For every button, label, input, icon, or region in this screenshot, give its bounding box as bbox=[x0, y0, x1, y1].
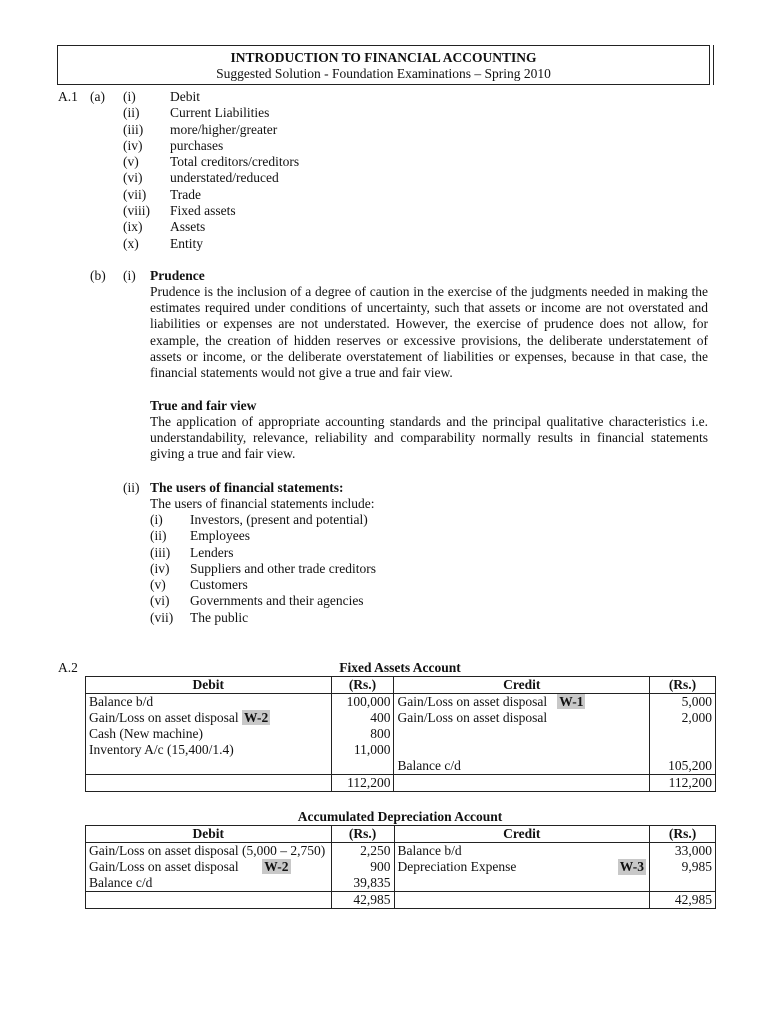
prudence-paragraph: Prudence is the inclusion of a degree of caution in the exercise of the judgments needed in making the estimates required under conditions of uncertainty, such that assets or income are not overstated and liabilities or expenses are not understated. However, the exercise of prudence does not allow, for example, the creation of hidden reserves or excessive provisions, the deliberate understatement of assets or income, or the deliberate overstatement of liabilities or expenses, because in that case, the financial statements would not give a true and fair view. bbox=[150, 284, 708, 381]
table-header-row bbox=[86, 826, 716, 843]
debit-amount: 400 bbox=[331, 710, 394, 726]
list-item-number: (vii) bbox=[123, 186, 147, 202]
list-item bbox=[123, 219, 299, 235]
list-item bbox=[150, 545, 376, 561]
list-item-text: Lenders bbox=[190, 544, 234, 560]
document-subtitle: Suggested Solution - Foundation Examinations – Spring 2010 bbox=[216, 66, 551, 81]
debit-cell: Gain/Loss on asset disposal (5,000 – 2,750) bbox=[86, 843, 332, 860]
table-total-row bbox=[86, 892, 716, 909]
debit-amount: 900 bbox=[331, 859, 394, 875]
accumulated-depreciation-table bbox=[85, 825, 716, 909]
debit-text: Gain/Loss on asset disposal bbox=[89, 859, 239, 874]
list-item-number: (iv) bbox=[123, 137, 143, 153]
list-item-text: more/higher/greater bbox=[170, 121, 278, 137]
table-row bbox=[86, 742, 716, 758]
credit-amount: 2,000 bbox=[650, 710, 716, 726]
list-item bbox=[150, 528, 376, 544]
debit-amount: 100,000 bbox=[331, 694, 394, 711]
list-item bbox=[150, 577, 376, 593]
list-item-text: Total creditors/creditors bbox=[170, 154, 300, 170]
rs-header: (Rs.) bbox=[650, 826, 716, 843]
debit-cell: Balance b/d bbox=[86, 694, 332, 711]
list-item-number: (iv) bbox=[150, 560, 170, 576]
list-item-number: (i) bbox=[123, 89, 136, 104]
document-title: INTRODUCTION TO FINANCIAL ACCOUNTING bbox=[230, 50, 537, 65]
fixed-assets-table bbox=[85, 676, 716, 792]
credit-cell: Balance c/d bbox=[394, 758, 650, 775]
working-tag: W-3 bbox=[619, 859, 645, 874]
document-header bbox=[57, 45, 710, 85]
credit-amount: 5,000 bbox=[650, 694, 716, 711]
list-item bbox=[123, 138, 299, 154]
list-item-text: Suppliers and other trade creditors bbox=[190, 560, 376, 576]
credit-total: 42,985 bbox=[650, 892, 716, 909]
debit-amount: 800 bbox=[331, 726, 394, 742]
list-item-text: Governments and their agencies bbox=[190, 593, 364, 609]
debit-amount: 11,000 bbox=[331, 742, 394, 758]
table-row bbox=[86, 875, 716, 892]
rs-header: (Rs.) bbox=[650, 677, 716, 694]
list-item-number: (v) bbox=[123, 154, 139, 170]
working-tag: W-2 bbox=[244, 710, 269, 725]
list-item bbox=[150, 561, 376, 577]
list-item-number: (vi) bbox=[150, 593, 170, 609]
list-item bbox=[123, 105, 299, 121]
rs-header: (Rs.) bbox=[331, 826, 394, 843]
table-row bbox=[86, 758, 716, 775]
list-item-number: (vi) bbox=[123, 170, 143, 186]
users-list bbox=[150, 512, 376, 626]
list-item bbox=[123, 236, 299, 252]
users-heading: The users of financial statements: bbox=[150, 480, 344, 495]
debit-cell bbox=[86, 859, 332, 875]
list-item-text: Current Liabilities bbox=[170, 105, 270, 121]
true-fair-view-heading: True and fair view bbox=[150, 398, 257, 413]
list-item-number: (iii) bbox=[123, 121, 144, 137]
credit-cell bbox=[394, 694, 650, 711]
list-item-number: (vii) bbox=[150, 609, 174, 625]
true-fair-view-paragraph: The application of appropriate accounting standards and the principal qualitative characteristics i.e. understandability, relevance, reliability and comparability normally results in financial statements giving a true and fair view. bbox=[150, 414, 708, 462]
list-item-number: (ii) bbox=[150, 528, 167, 544]
table-row bbox=[86, 710, 716, 726]
table-header-row bbox=[86, 677, 716, 694]
debit-text: Gain/Loss on asset disposal bbox=[89, 710, 239, 725]
debit-cell bbox=[86, 710, 332, 726]
question-label-a1: A.1 bbox=[58, 89, 78, 104]
credit-amount: 33,000 bbox=[650, 843, 716, 860]
debit-header: Debit bbox=[86, 826, 332, 843]
table-row bbox=[86, 726, 716, 742]
credit-total: 112,200 bbox=[650, 775, 716, 792]
list-item bbox=[123, 187, 299, 203]
credit-amount: 9,985 bbox=[650, 859, 716, 875]
part-a-list bbox=[123, 89, 299, 252]
rs-header: (Rs.) bbox=[331, 677, 394, 694]
list-item bbox=[123, 203, 299, 219]
list-item-text: understated/reduced bbox=[170, 170, 279, 186]
list-item-number: (v) bbox=[150, 577, 166, 593]
list-item-text: Employees bbox=[190, 528, 250, 544]
list-item-text: Entity bbox=[170, 235, 203, 251]
list-item bbox=[123, 89, 299, 105]
debit-amount: 2,250 bbox=[331, 843, 394, 860]
list-item bbox=[123, 170, 299, 186]
question-label-a2: A.2 bbox=[58, 660, 78, 675]
list-item-text: Assets bbox=[170, 219, 206, 235]
debit-cell: Cash (New machine) bbox=[86, 726, 332, 742]
list-item-text: purchases bbox=[170, 137, 224, 153]
users-intro: The users of financial statements include: bbox=[150, 496, 375, 511]
debit-total: 42,985 bbox=[331, 892, 394, 909]
prudence-heading: Prudence bbox=[150, 268, 205, 283]
credit-text: Depreciation Expense bbox=[397, 859, 517, 874]
list-item-text: Investors, (present and potential) bbox=[190, 512, 368, 527]
debit-total: 112,200 bbox=[331, 775, 394, 792]
list-item bbox=[123, 154, 299, 170]
list-item-number: (i) bbox=[150, 512, 163, 527]
table-row bbox=[86, 843, 716, 860]
list-item-number: (ii) bbox=[123, 105, 140, 121]
credit-text: Gain/Loss on asset disposal bbox=[397, 694, 548, 709]
list-item-text: Fixed assets bbox=[170, 203, 236, 219]
table-row bbox=[86, 859, 716, 875]
debit-amount: 39,835 bbox=[331, 875, 394, 892]
part-label-b: (b) bbox=[90, 268, 106, 283]
list-item bbox=[150, 593, 376, 609]
fixed-assets-title: Fixed Assets Account bbox=[339, 660, 461, 675]
list-item bbox=[150, 610, 376, 626]
list-item-text: Debit bbox=[170, 89, 200, 104]
list-item bbox=[123, 122, 299, 138]
list-item-number: (viii) bbox=[123, 203, 150, 219]
list-item-text: The public bbox=[190, 609, 249, 625]
credit-cell: Balance b/d bbox=[394, 843, 650, 860]
table-total-row bbox=[86, 775, 716, 792]
credit-cell: Gain/Loss on asset disposal bbox=[394, 710, 650, 726]
debit-cell: Balance c/d bbox=[86, 875, 332, 892]
list-item bbox=[150, 512, 376, 528]
list-item-text: Trade bbox=[170, 186, 202, 202]
working-tag: W-2 bbox=[264, 859, 289, 874]
credit-cell bbox=[394, 859, 650, 875]
part-label-a: (a) bbox=[90, 89, 105, 104]
list-item-text: Customers bbox=[190, 577, 248, 593]
table-row bbox=[86, 694, 716, 711]
part-b-ii-number: (ii) bbox=[123, 480, 140, 495]
part-b-i-number: (i) bbox=[123, 268, 136, 283]
credit-header: Credit bbox=[394, 826, 650, 843]
accumulated-depreciation-title: Accumulated Depreciation Account bbox=[297, 809, 503, 824]
list-item-number: (ix) bbox=[123, 219, 143, 235]
working-tag: W-1 bbox=[559, 694, 584, 709]
list-item-number: (iii) bbox=[150, 544, 171, 560]
debit-cell: Inventory A/c (15,400/1.4) bbox=[86, 742, 332, 758]
credit-header: Credit bbox=[394, 677, 650, 694]
credit-amount: 105,200 bbox=[650, 758, 716, 775]
debit-header: Debit bbox=[86, 677, 332, 694]
list-item-number: (x) bbox=[123, 235, 139, 251]
